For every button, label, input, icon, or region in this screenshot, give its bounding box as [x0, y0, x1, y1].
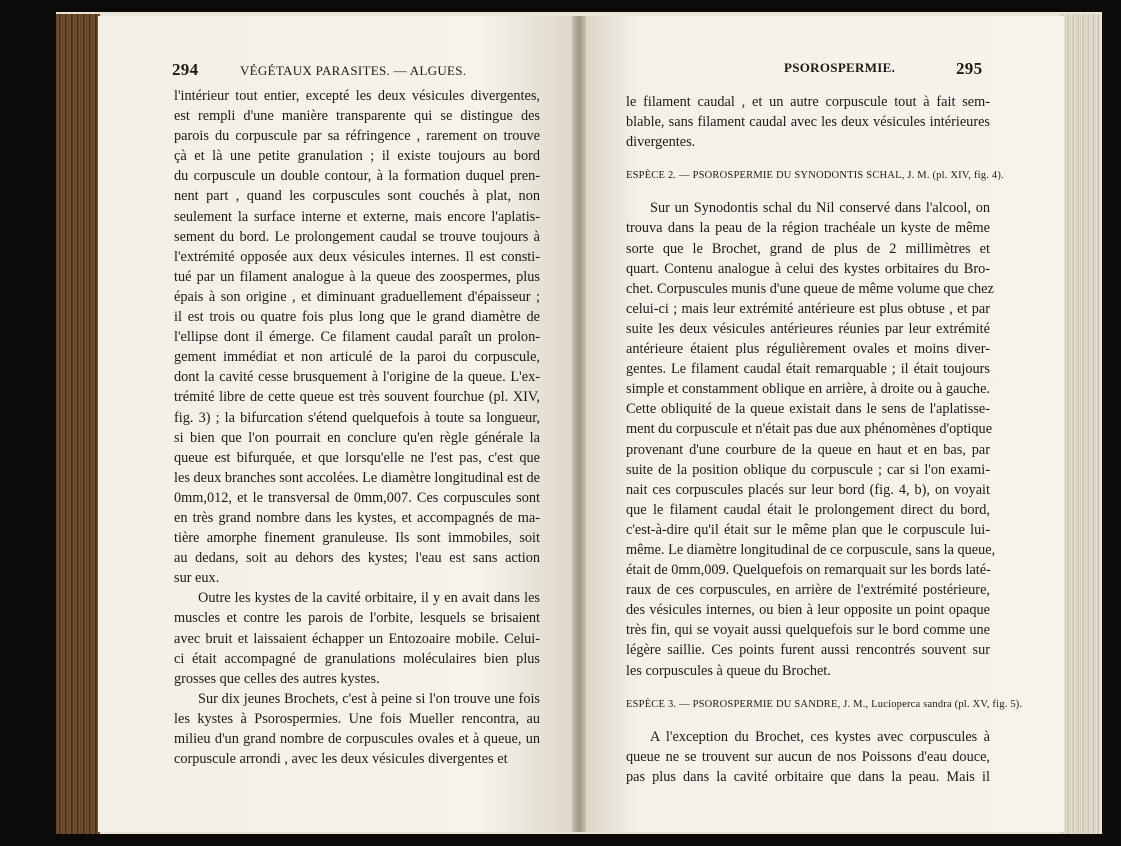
right-page-body — [626, 92, 1023, 787]
left-page-header — [172, 60, 466, 80]
text-line: chet. Corpuscules munis d'une queue de même volume que chez — [626, 280, 994, 297]
text-line: en très grand nombre dans les kystes, et accompagnés de ma- — [174, 509, 540, 526]
text-line: l'ellipse dont il émerge. Ce filament caudal paraît un prolon- — [174, 329, 540, 346]
text-line: ment du corpuscule et n'était pas due aux phénomènes d'optique — [626, 421, 993, 438]
text-line: quart. Contenu analogue à celui des kystes orbitaires du Bro- — [626, 260, 990, 277]
book-gutter — [572, 16, 586, 832]
text-line: blable, sans filament caudal avec les deux vésicules intérieures — [626, 114, 990, 131]
text-line: tué par un filament analogue à la queue des zoospermes, plus — [174, 268, 540, 285]
text-line: grosses que celles des autres kystes. — [174, 670, 380, 687]
right-running-head: PSOROSPERMIE. — [784, 60, 896, 75]
text-line: même. Le diamètre longitudinal de ce corpuscule, sans la queue, — [626, 541, 996, 558]
text-line: suite de la position oblique du corpuscule ; car si l'on exami- — [626, 461, 990, 478]
text-line: c'est-à-dire qu'il était sur le même plan que le corpuscule lui- — [626, 521, 990, 538]
text-line: A l'exception du Brochet, ces kystes avec corpuscules à — [650, 728, 990, 745]
text-line: çà et là une petite granulation ; il existe toujours au bord — [174, 148, 540, 165]
text-line: l'extrémité opposée aux deux vésicules internes. Il est consti- — [174, 248, 540, 265]
text-line: Cette obliquité de la queue existait dans le sens de l'aplatisse- — [626, 401, 990, 418]
text-line: celui-ci ; mais leur extrémité antérieure est plus obtuse , et par — [626, 300, 990, 317]
text-line: du corpuscule un double contour, à la formation duquel pren- — [174, 168, 540, 185]
text-line: Sur un Synodontis schal du Nil conservé dans l'alcool, on — [650, 200, 990, 217]
left-page-number: 294 — [172, 60, 199, 79]
book-edge-right — [1060, 14, 1100, 834]
text-line: épais à son origine , et diminuant graduellement d'épaisseur ; — [174, 288, 540, 305]
text-line: ci était accompagné de granulations moléculaires bien plus — [174, 650, 540, 667]
text-line: divergentes. — [626, 134, 696, 151]
text-line: les kystes à Psorospermies. Une fois Mueller rencontra, au — [174, 710, 540, 727]
text-line: les corpuscules à queue du Brochet. — [626, 662, 831, 679]
text-line: queue ne se trouvent sur aucun de nos Poissons d'eau douce, — [626, 748, 990, 765]
text-line: tière amorphe finement granuleuse. Ils sont immobiles, soit — [174, 530, 540, 547]
right-page-header — [784, 60, 895, 76]
text-line: seulement la surface interne et externe, mais encore l'aplatis- — [174, 208, 540, 225]
text-line: antérieure étaient plus régulièrement ovales et moins diver- — [626, 341, 990, 358]
text-line: les deux branches sont accolées. Le diamètre longitudinal est de — [174, 469, 541, 486]
text-line: était de 0mm,009. Quelquefois on remarquait sur les bords laté- — [626, 562, 991, 579]
text-line: sement du bord. Le prolongement caudal se trouve toujours à — [174, 228, 540, 245]
text-line: Outre les kystes de la cavité orbitaire, il y en avait dans les — [198, 590, 540, 607]
text-line: avec bruit et laissaient échapper un Entozoaire mobile. Celui- — [174, 630, 540, 647]
text-line: gentes. Le filament caudal était remarquable ; il était toujours — [626, 361, 990, 378]
text-line: provenant d'une courbure de la queue en haut et en bas, par — [626, 441, 990, 458]
text-line: sur eux. — [174, 570, 220, 587]
text-line: nait ces corpuscules placés sur leur bord (fig. 4, b), on voyait — [626, 481, 990, 498]
text-line: corpuscule arrondi , avec les deux vésicules divergentes et — [174, 751, 508, 768]
text-line: Sur dix jeunes Brochets, c'est à peine si l'on trouve une fois — [198, 690, 540, 707]
text-line: si bien que l'on pourrait en conclure qu'en règle générale la — [174, 429, 540, 446]
right-page-number-wrap — [956, 59, 982, 79]
text-line: sorte que le Brochet, grand de plus de 2 millimètres et — [626, 240, 990, 257]
text-line: est rempli d'une manière transparente qui se distingue des — [174, 108, 540, 125]
left-page-body — [174, 86, 540, 769]
text-line: au dedans, soit au dehors des kystes; l'eau est sans action — [174, 550, 540, 567]
text-line: simple et constamment oblique en arrière, à droite ou à gauche. — [626, 381, 990, 398]
text-line: queue est bifurquée, et que lorsqu'elle ne l'est pas, c'est que — [174, 449, 540, 466]
text-line: que le filament caudal était le prolongement direct du bord, — [626, 501, 990, 518]
text-line: des vésicules internes, ou bien à leur opposite un point opaque — [626, 602, 990, 619]
text-line: milieu d'un grand nombre de corpuscules ovales et à queue, un — [174, 731, 540, 747]
species-heading: ESPÈCE 3. — PSOROSPERMIE DU SANDRE, J. M., Lucioperca sandra (pl. XV, fig. 5). — [626, 698, 1023, 710]
text-line: pas plus dans la cavité orbitaire que dans la peau. Mais il — [626, 768, 990, 785]
species-heading: ESPÈCE 2. — PSOROSPERMIE DU SYNODONTIS SCHAL, J. M. (pl. XIV, fig. 4). — [626, 170, 1004, 182]
text-line: raux de ces corpuscules, en arrière de l'extrémité postérieure, — [626, 582, 990, 599]
text-line: très fin, qui se voyait aussi quelquefois sur le bord comme une — [626, 622, 990, 639]
text-line: dont la cavité cesse brusquement à l'origine de la queue. L'ex- — [174, 369, 540, 386]
text-line: 0mm,012, et le transversal de 0mm,007. Ces corpuscules sont — [174, 489, 540, 506]
right-page-number: 295 — [956, 59, 983, 78]
text-line: le filament caudal , et un autre corpuscule tout à fait sem- — [626, 94, 990, 110]
text-line: fig. 3) ; la bifurcation s'étend quelquefois à toute sa longueur, — [174, 409, 540, 426]
text-line: il est trois ou quatre fois plus long que le grand diamètre de — [174, 309, 540, 326]
text-line: trémité libre de cette queue est très souvent fourchue (pl. XIV, — [174, 389, 540, 406]
text-line: l'intérieur tout entier, excepté les deux vésicules divergentes, — [174, 88, 540, 104]
book-edge-left — [56, 14, 100, 834]
text-line: trouva dans la peau de la région trachéale un kyste de même — [626, 220, 990, 237]
text-line: gement immédiat et non articulé de la paroi du corpuscule, — [174, 349, 540, 366]
text-line: légère saillie. Ces points furent aussi rencontrés souvent sur — [626, 642, 990, 659]
text-line: parois du corpuscule par sa réfringence , rarement on trouve — [174, 128, 540, 145]
text-line: nent part , quand les corpuscules sont couchés à plat, non — [174, 188, 540, 205]
left-running-head: VÉGÉTAUX PARASITES. — ALGUES. — [239, 63, 467, 78]
text-line: suite les deux vésicules antérieures réunies par leur extrémité — [626, 320, 990, 337]
text-line: muscles et contre les parois de l'orbite, lesquels se brisaient — [174, 610, 540, 627]
